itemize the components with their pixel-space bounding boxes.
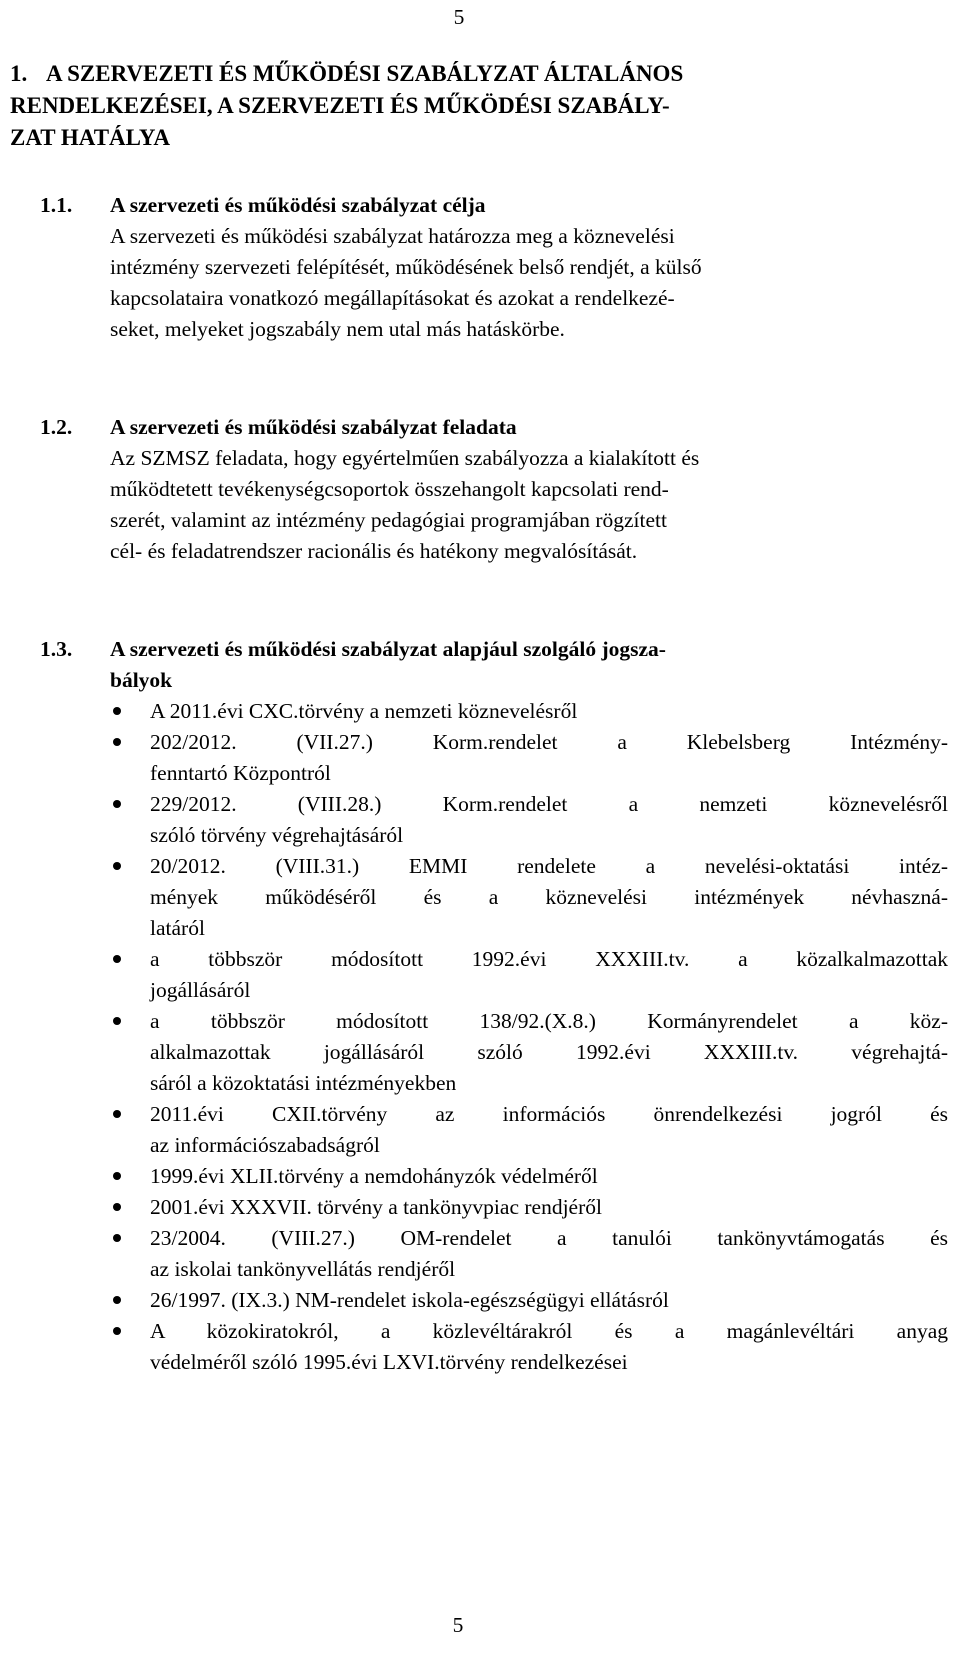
list-item-line: 20/2012. (VIII.31.) EMMI rendelete a nevelési-oktatási intéz- xyxy=(150,854,948,878)
chapter-number: 1. xyxy=(10,61,28,86)
section-title xyxy=(40,412,910,443)
body-line: működtetett tevékenységcsoportok összehangolt kapcsolati rend- xyxy=(110,477,669,501)
section-title xyxy=(40,190,910,221)
list-item-line: alkalmazottak jogállásáról szóló 1992.évi XXXIII.tv. végrehajtá- xyxy=(150,1040,948,1064)
list-item xyxy=(40,1099,948,1161)
list-item-line: 26/1997. (IX.3.) NM-rendelet iskola-egészségügyi ellátásról xyxy=(150,1288,669,1312)
page-number-bottom: 5 xyxy=(452,1613,464,1637)
list-item xyxy=(40,1192,910,1223)
bullet-icon xyxy=(113,1296,121,1304)
body-line: kapcsolataira vonatkozó megállapításokat és azokat a rendelkezé- xyxy=(110,286,675,310)
list-item xyxy=(40,944,948,1006)
list-item-line: az információszabadságról xyxy=(150,1133,380,1157)
body-line: Az SZMSZ feladata, hogy egyértelműen szabályozza a kialakított és xyxy=(110,446,700,470)
section-1-3 xyxy=(40,634,948,1378)
bullet-icon xyxy=(113,1234,121,1242)
list-item-line: 2001.évi XXXVII. törvény a tankönyvpiac rendjéről xyxy=(150,1195,602,1219)
section-1-2 xyxy=(40,412,910,567)
list-item-line: fenntartó Központról xyxy=(150,761,331,785)
bullet-icon xyxy=(113,738,121,746)
list-item-line: 202/2012. (VII.27.) Korm.rendelet a Klebelsberg Intézmény- xyxy=(150,730,948,754)
section-title xyxy=(40,634,910,696)
page-number-top: 5 xyxy=(453,5,465,29)
body-line: seket, melyeket jogszabály nem utal más hatáskörbe. xyxy=(110,317,565,341)
list-item-line: a többször módosított 138/92.(X.8.) Kormányrendelet a köz- xyxy=(150,1009,948,1033)
list-item xyxy=(40,851,948,944)
list-item-line: 2011.évi CXII.törvény az információs önrendelkezési jogról és xyxy=(150,1102,948,1126)
section-title-text: A szervezeti és működési szabályzat alapjául szolgáló jogsza- xyxy=(110,637,666,661)
list-item xyxy=(40,1006,948,1099)
section-title-continuation: bályok xyxy=(110,668,173,692)
list-item-line: az iskolai tankönyvellátás rendjéről xyxy=(150,1257,456,1281)
bullet-icon xyxy=(113,862,121,870)
bullet-icon xyxy=(113,800,121,808)
section-title-text: A szervezeti és működési szabályzat feladata xyxy=(110,415,517,439)
chapter-heading-line: ZAT HATÁLYA xyxy=(10,125,171,150)
list-item xyxy=(40,1316,948,1378)
chapter-heading-text: A SZERVEZETI ÉS MŰKÖDÉSI SZABÁLYZAT ÁLTALÁNOS xyxy=(46,61,684,86)
list-item-line: sáról a közoktatási intézményekben xyxy=(150,1071,457,1095)
body-line: szerét, valamint az intézmény pedagógiai programjában rögzített xyxy=(110,508,667,532)
section-number: 1.3. xyxy=(40,637,73,661)
body-line: A szervezeti és működési szabályzat határozza meg a köznevelési xyxy=(110,224,675,248)
list-item-line: szóló törvény végrehajtásáról xyxy=(150,823,404,847)
body-line: intézmény szervezeti felépítését, működésének belső rendjét, a külső xyxy=(110,255,702,279)
bullet-icon xyxy=(113,1017,121,1025)
list-item-line: A közokiratokról, a közlevéltárakról és a magánlevéltári anyag xyxy=(150,1319,948,1343)
list-item-line: 1999.évi XLII.törvény a nemdohányzók védelméről xyxy=(150,1164,598,1188)
section-number: 1.2. xyxy=(40,415,73,439)
list-item-line: 23/2004. (VIII.27.) OM-rendelet a tanulói tankönyvtámogatás és xyxy=(150,1226,948,1250)
list-item xyxy=(40,727,948,789)
list-item-line: a többször módosított 1992.évi XXXIII.tv. a közalkalmazottak xyxy=(150,947,948,971)
bullet-icon xyxy=(113,1172,121,1180)
list-item-line: A 2011.évi CXC.törvény a nemzeti köznevelésről xyxy=(150,699,578,723)
chapter-heading xyxy=(10,58,910,154)
bullet-icon xyxy=(113,1327,121,1335)
chapter-heading-line: RENDELKEZÉSEI, A SZERVEZETI ÉS MŰKÖDÉSI SZABÁLY- xyxy=(10,93,670,118)
section-1-1 xyxy=(40,190,910,345)
list-item xyxy=(40,696,910,727)
section-body xyxy=(40,221,910,345)
list-item-line: 229/2012. (VIII.28.) Korm.rendelet a nemzeti köznevelésről xyxy=(150,792,948,816)
section-number: 1.1. xyxy=(40,193,73,217)
legal-sources-list xyxy=(40,696,948,1378)
bullet-icon xyxy=(113,955,121,963)
section-body xyxy=(40,443,910,567)
bullet-icon xyxy=(113,1110,121,1118)
list-item xyxy=(40,1161,910,1192)
list-item xyxy=(40,1285,910,1316)
list-item xyxy=(40,789,948,851)
bullet-icon xyxy=(113,707,121,715)
list-item-line: mények működéséről és a köznevelési intézmények névhaszná- xyxy=(150,885,948,909)
list-item xyxy=(40,1223,948,1285)
list-item-line: latáról xyxy=(150,916,205,940)
body-line: cél- és feladatrendszer racionális és hatékony megvalósítását. xyxy=(110,539,638,563)
section-title-text: A szervezeti és működési szabályzat célja xyxy=(110,193,486,217)
list-item-line: védelméről szóló 1995.évi LXVI.törvény rendelkezései xyxy=(150,1350,628,1374)
bullet-icon xyxy=(113,1203,121,1211)
list-item-line: jogállásáról xyxy=(150,978,251,1002)
chapter-heading-line xyxy=(10,58,910,90)
